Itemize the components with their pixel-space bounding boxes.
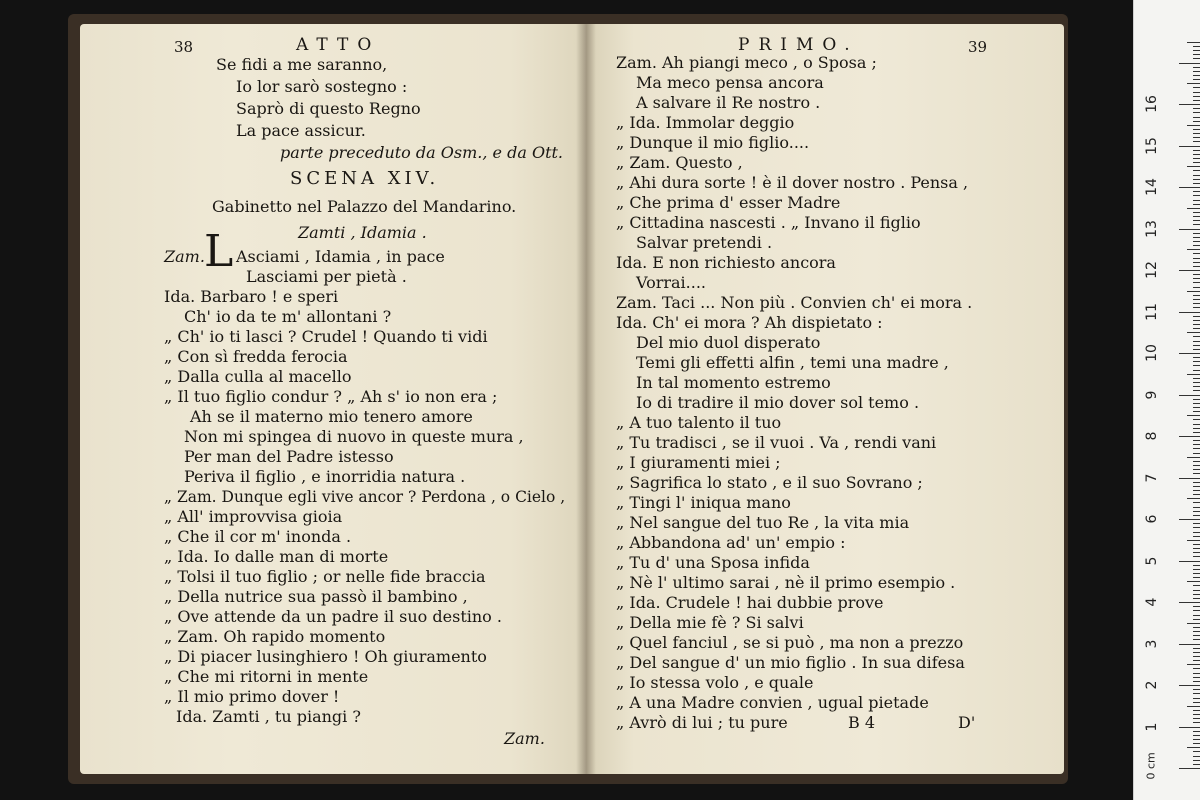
ruler-tick [1179,353,1200,354]
ruler-tick [1193,486,1200,487]
ruler-tick [1193,598,1200,599]
dialogue-line: „ Avrò di lui ; tu pure [616,713,788,732]
dialogue-line: „ Zam. Dunque egli vive ancor ? Perdona , o Cielo , [164,488,566,506]
ruler-tick [1193,79,1200,80]
ruler-tick [1179,768,1200,769]
ruler-tick [1193,382,1200,383]
ruler-tick [1193,336,1200,337]
ruler-tick [1193,722,1200,723]
ruler-tick [1193,652,1200,653]
ruler-tick [1179,561,1200,562]
dialogue-line: „ Della mie fè ? Si salvi [616,613,804,632]
dialogue-line: „ Ove attende da un padre il suo destino . [164,607,502,626]
right-page [586,24,1064,774]
ruler-tick [1193,100,1200,101]
ruler-tick [1193,544,1200,545]
ruler-tick [1187,291,1200,292]
ruler-tick [1193,378,1200,379]
ruler-tick [1193,328,1200,329]
ruler-number: 9 [1144,390,1160,399]
dialogue-line: Io di tradire il mio dover sol temo . [636,393,920,412]
dialogue-line: Ah se il materno mio tenero amore [190,407,473,426]
ruler-tick [1193,141,1200,142]
right-running-header: PRIMO. [738,35,859,55]
ruler-tick [1187,332,1200,333]
ruler-tick [1193,569,1200,570]
ruler-tick [1193,121,1200,122]
ruler-tick [1193,345,1200,346]
ruler-tick [1193,162,1200,163]
dialogue-line: „ Che prima d' esser Madre [616,193,841,212]
ruler-tick [1193,523,1200,524]
ruler-tick [1193,689,1200,690]
ruler-tick [1193,46,1200,47]
ruler-number: 4 [1144,597,1160,607]
ruler-tick [1193,183,1200,184]
ruler-tick [1193,220,1200,221]
ruler-tick [1193,756,1200,757]
ruler-tick [1193,200,1200,201]
ruler-tick [1193,137,1200,138]
ruler-tick [1193,307,1200,308]
ruler-tick [1193,411,1200,412]
ruler-number: 14 [1144,178,1160,196]
ruler-tick [1193,303,1200,304]
ruler-tick [1193,660,1200,661]
dialogue-line: „ Tingi l' iniqua mano [616,493,791,512]
dialogue-line: „ Ida. Crudele ! hai dubbie prove [616,593,884,612]
ruler-tick [1193,606,1200,607]
dialogue-line: „ Ahi dura sorte ! è il dover nostro . Pensa , [616,173,969,192]
ruler-tick [1193,635,1200,636]
ruler-tick [1179,104,1200,105]
ruler-tick [1193,731,1200,732]
ruler-tick [1187,623,1200,624]
dialogue-line: Periva il figlio , e inorridia natura . [184,467,466,486]
dialogue-line: „ A tuo talento il tuo [616,413,782,432]
dialogue-line: Ida. Zamti , tu piangi ? [176,707,361,726]
catchword: D' [958,713,976,732]
ruler-tick [1193,71,1200,72]
ruler-tick [1193,241,1200,242]
dialogue-line: „ Che il cor m' inonda . [164,527,352,546]
ruler-tick [1193,619,1200,620]
ruler-tick [1193,681,1200,682]
ruler-tick [1193,237,1200,238]
dialogue-line: „ Tu tradisci , se il vuoi . Va , rendi vani [616,433,937,452]
dialogue-line: „ Io stessa volo , e quale [616,673,814,692]
ruler-tick [1187,747,1200,748]
ruler-tick [1193,448,1200,449]
ruler-tick [1193,258,1200,259]
ruler-tick [1193,590,1200,591]
ruler-unit-label: 0 cm [1144,752,1158,780]
stage-direction: parte preceduto da Osm., e da Ott. [280,143,564,162]
dialogue-line: Temi gli effetti alfin , temi una madre , [636,353,949,372]
dialogue-line: „ Dunque il mio figlio.... [616,133,810,152]
ruler-tick [1187,498,1200,499]
ruler-tick [1193,365,1200,366]
ruler-tick [1193,532,1200,533]
ruler-tick [1179,727,1200,728]
ruler-tick [1179,395,1200,396]
ruler-number: 12 [1144,261,1160,279]
ruler-tick [1193,594,1200,595]
catchword: Zam. [504,729,545,748]
ruler-tick [1179,685,1200,686]
dialogue-line: „ Nè l' ultimo sarai , nè il primo esempio . [616,573,956,592]
dialogue-line: Vorrai.... [636,273,707,292]
ruler-tick [1193,58,1200,59]
ruler-number: 15 [1144,136,1160,155]
dialogue-line: Per man del Padre istesso [184,447,394,466]
verse-line: Lasciami per pietà . [246,267,407,286]
ruler-tick [1193,399,1200,400]
ruler-tick [1193,320,1200,321]
ruler-tick [1193,133,1200,134]
ruler-tick [1193,428,1200,429]
ruler-number: 2 [1144,680,1160,690]
ruler-tick [1187,166,1200,167]
dialogue-line: „ Della nutrice sua passò il bambino , [164,587,468,606]
ruler-tick [1193,424,1200,425]
dialogue-line: „ Di piacer lusinghiero ! Oh giuramento [164,647,487,666]
scene-setting: Gabinetto nel Palazzo del Mandarino. [212,197,517,216]
ruler-tick [1193,565,1200,566]
ruler-tick [1193,714,1200,715]
ruler-tick [1193,469,1200,470]
signature-mark: B 4 [848,713,876,732]
dialogue-line: „ Ida. Io dalle man di morte [164,547,389,566]
ruler-tick [1193,407,1200,408]
ruler-tick [1193,175,1200,176]
scene-characters: Zamti , Idamia . [298,223,427,242]
dialogue-line: „ Con sì fredda ferocia [164,347,348,366]
scene-heading: SCENA XIV. [290,168,440,189]
verse-line: Se fidi a me saranno, [216,55,388,74]
ruler-tick [1193,673,1200,674]
dialogue-line: Ma meco pensa ancora [636,73,824,92]
ruler-tick [1193,299,1200,300]
ruler-tick [1193,507,1200,508]
ruler-tick [1193,324,1200,325]
ruler-tick [1193,108,1200,109]
ruler-number: 13 [1144,219,1160,238]
ruler-tick [1193,390,1200,391]
ruler-tick [1193,552,1200,553]
ruler-tick [1193,341,1200,342]
verse-line: Saprò di questo Regno [236,99,421,118]
ruler-number: 10 [1144,344,1160,362]
ruler-tick [1193,282,1200,283]
ruler-tick [1179,436,1200,437]
ruler-tick [1193,386,1200,387]
ruler-tick [1179,478,1200,479]
ruler-tick [1193,361,1200,362]
ruler-tick [1193,419,1200,420]
ruler-tick [1187,540,1200,541]
ruler-tick [1193,698,1200,699]
dialogue-line: „ Tu d' una Sposa infida [616,553,810,572]
ruler-tick [1193,610,1200,611]
ruler-tick [1179,519,1200,520]
ruler-tick [1179,602,1200,603]
ruler-tick [1193,212,1200,213]
measurement-ruler [1133,0,1200,800]
ruler-tick [1193,278,1200,279]
ruler-tick [1193,191,1200,192]
ruler-tick [1193,461,1200,462]
ruler-tick [1193,129,1200,130]
ruler-tick [1193,150,1200,151]
ruler-tick [1193,527,1200,528]
ruler-tick [1193,577,1200,578]
verse-line: Asciami , Idamia , in pace [236,247,445,266]
ruler-tick [1187,42,1200,43]
dialogue-line: Salvar pretendi . [636,233,773,252]
ruler-tick [1193,548,1200,549]
dialogue-line: „ Il mio primo dover ! [164,687,340,706]
ruler-number: 8 [1144,431,1160,441]
ruler-tick [1193,316,1200,317]
ruler-tick [1193,677,1200,678]
ruler-number: 16 [1144,95,1160,113]
ruler-number: 1 [1144,722,1160,731]
dialogue-line: „ Il tuo figlio condur ? „ Ah s' io non era ; [164,387,498,406]
ruler-tick [1193,287,1200,288]
dialogue-line: „ Sagrifica lo stato , e il suo Sovrano ; [616,473,923,492]
ruler-tick [1193,473,1200,474]
ruler-tick [1193,515,1200,516]
ruler-tick [1179,63,1200,64]
dialogue-line: „ Zam. Questo , [616,153,743,172]
ruler-tick [1193,656,1200,657]
ruler-tick [1187,664,1200,665]
ruler-tick [1193,245,1200,246]
ruler-tick [1193,92,1200,93]
ruler-tick [1193,295,1200,296]
ruler-tick [1193,170,1200,171]
ruler-tick [1179,312,1200,313]
ruler-tick [1193,615,1200,616]
dialogue-line: A salvare il Re nostro . [636,93,821,112]
ruler-tick [1179,229,1200,230]
ruler-number: 6 [1144,514,1160,524]
ruler-tick [1193,631,1200,632]
ruler-tick [1193,743,1200,744]
ruler-tick [1193,179,1200,180]
ruler-tick [1187,125,1200,126]
ruler-number: 3 [1144,639,1160,648]
dialogue-line: Ch' io da te m' allontani ? [184,307,392,326]
ruler-tick [1193,50,1200,51]
ruler-tick [1179,270,1200,271]
drop-cap: L [204,226,234,277]
ruler-tick [1193,764,1200,765]
ruler-tick [1193,735,1200,736]
dialogue-line: „ Quel fanciul , se si può , ma non a prezzo [616,633,964,652]
ruler-tick [1193,96,1200,97]
left-page [80,24,586,774]
ruler-number: 7 [1144,473,1160,482]
ruler-tick [1193,702,1200,703]
ruler-tick [1193,502,1200,503]
dialogue-line: Zam. Ah piangi meco , o Sposa ; [616,53,877,72]
ruler-tick [1193,536,1200,537]
ruler-tick [1193,668,1200,669]
ruler-tick [1193,67,1200,68]
ruler-tick [1193,262,1200,263]
dialogue-line: Zam. Taci ... Non più . Convien ch' ei mora . [616,293,973,312]
ruler-tick [1193,639,1200,640]
dialogue-line: „ All' improvvisa gioia [164,507,343,526]
ruler-tick [1193,760,1200,761]
ruler-tick [1193,440,1200,441]
dialogue-line: „ Ch' io ti lasci ? Crudel ! Quando ti vidi [164,327,488,346]
ruler-tick [1187,374,1200,375]
ruler-tick [1193,490,1200,491]
ruler-tick [1193,349,1200,350]
left-page-number: 38 [174,38,194,56]
ruler-tick [1193,739,1200,740]
dialogue-line: „ Che mi ritorni in mente [164,667,369,686]
dialogue-line: „ Dalla culla al macello [164,367,352,386]
ruler-tick [1187,415,1200,416]
ruler-tick [1193,274,1200,275]
ruler-tick [1179,187,1200,188]
ruler-tick [1193,710,1200,711]
ruler-tick [1193,195,1200,196]
ruler-tick [1193,627,1200,628]
ruler-tick [1193,158,1200,159]
dialogue-line: Del mio duol disperato [636,333,821,352]
ruler-tick [1193,453,1200,454]
ruler-tick [1193,482,1200,483]
ruler-tick [1187,581,1200,582]
dialogue-line: „ Tolsi il tuo figlio ; or nelle fide braccia [164,567,486,586]
ruler-tick [1193,648,1200,649]
ruler-tick [1193,718,1200,719]
ruler-tick [1193,585,1200,586]
ruler-tick [1193,54,1200,55]
dialogue-line: „ Zam. Oh rapido momento [164,627,386,646]
ruler-tick [1193,494,1200,495]
ruler-tick [1193,444,1200,445]
ruler-tick [1193,154,1200,155]
ruler-tick [1193,216,1200,217]
ruler-tick [1187,249,1200,250]
book-gutter [576,24,596,774]
ruler-tick [1193,751,1200,752]
ruler-tick [1193,432,1200,433]
ruler-tick [1179,146,1200,147]
speaker-label: Zam. [164,247,205,266]
ruler-tick [1193,357,1200,358]
dialogue-line: „ Del sangue d' un mio figlio . In sua difesa [616,653,965,672]
ruler-tick [1193,117,1200,118]
verse-line: La pace assicur. [236,121,366,140]
ruler-tick [1193,573,1200,574]
ruler-tick [1193,253,1200,254]
dialogue-line: Ida. Barbaro ! e speri [164,287,339,306]
dialogue-line: „ Cittadina nascesti . „ Invano il figlio [616,213,921,232]
ruler-tick [1193,403,1200,404]
ruler-tick [1187,457,1200,458]
dialogue-line: Non mi spingea di nuovo in queste mura , [184,427,524,446]
dialogue-line: Ida. E non richiesto ancora [616,253,836,272]
dialogue-line: In tal momento estremo [636,373,831,392]
ruler-number: 5 [1144,556,1160,565]
ruler-tick [1193,87,1200,88]
dialogue-line: Ida. Ch' ei mora ? Ah dispietato : [616,313,883,332]
ruler-tick [1187,208,1200,209]
ruler-tick [1193,224,1200,225]
ruler-tick [1193,204,1200,205]
ruler-tick [1193,556,1200,557]
ruler-tick [1179,644,1200,645]
ruler-number: 11 [1144,302,1160,321]
ruler-tick [1193,465,1200,466]
dialogue-line: „ Nel sangue del tuo Re , la vita mia [616,513,910,532]
dialogue-line: „ Abbandona ad' un' empio : [616,533,846,552]
ruler-tick [1193,266,1200,267]
dialogue-line: „ I giuramenti miei ; [616,453,781,472]
ruler-tick [1193,112,1200,113]
ruler-tick [1187,706,1200,707]
ruler-tick [1193,693,1200,694]
dialogue-line: „ A una Madre convien , ugual pietade [616,693,929,712]
ruler-tick [1193,233,1200,234]
ruler-tick [1193,511,1200,512]
ruler-tick [1187,83,1200,84]
left-running-header: ATTO [296,35,381,55]
ruler-tick [1193,75,1200,76]
right-page-number: 39 [968,38,988,56]
ruler-tick [1193,370,1200,371]
verse-line: Io lor sarò sostegno : [236,77,408,96]
dialogue-line: „ Ida. Immolar deggio [616,113,795,132]
